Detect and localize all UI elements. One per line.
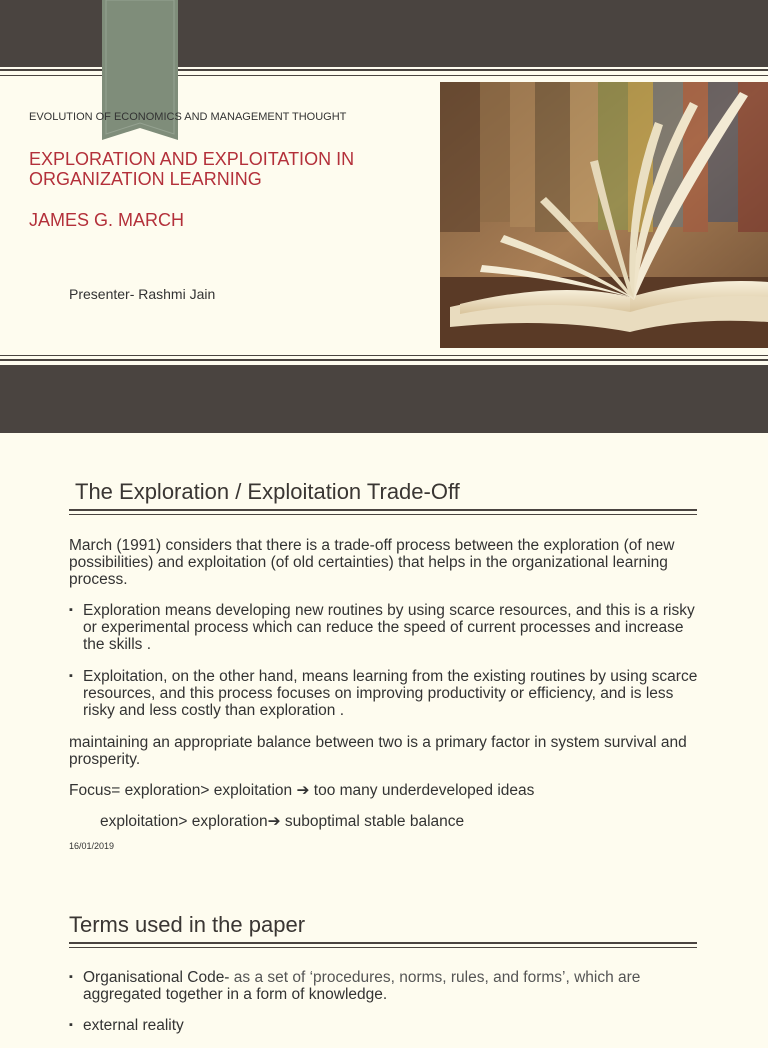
slide-body: [69, 537, 701, 844]
term-item: [69, 1017, 701, 1034]
presentation-title: EXPLORATION AND EXPLOITATION IN ORGANIZATION LEARNING: [29, 149, 355, 189]
bottom-rule-1: [0, 355, 768, 356]
title-rule: [69, 942, 697, 944]
author-name: JAMES G. MARCH: [29, 210, 185, 230]
slide-date: 16/01/2019: [69, 841, 115, 851]
terms-list: [69, 969, 701, 1034]
title-rule-thin: [69, 514, 697, 515]
intro-paragraph: March (1991) considers that there is a trade-off process between the exploration (of new possibilities) and exploitation (of old certainties) that helps in the organizational learning process.: [69, 537, 675, 588]
bottom-rule-2: [0, 359, 768, 361]
slide-title: The Exploration / Exploitation Trade-Off: [75, 479, 460, 504]
open-book-photo: [440, 82, 768, 348]
terms-slide: [0, 870, 768, 1034]
term-definition: as a set of ‘procedures, norms, rules, and forms’, which are: [229, 969, 641, 986]
presenter-name: Presenter- Rashmi Jain: [69, 286, 216, 302]
tradeoff-slide: [0, 433, 768, 870]
term-definition-continued: aggregated together in a form of knowledge.: [83, 986, 388, 1003]
bullet-list: [69, 602, 701, 719]
focus-line-1: Focus= exploration> exploitation ➔ too many underdeveloped ideas: [69, 782, 535, 799]
term-name: Organisational Code-: [83, 969, 230, 986]
term-item: [69, 969, 701, 1003]
presentation-subtitle: EVOLUTION OF ECONOMICS AND MANAGEMENT THOUGHT: [29, 111, 347, 123]
slide-body: [69, 969, 701, 1048]
title-slide: [0, 0, 768, 433]
focus-line-2: exploitation> exploration➔ suboptimal stable balance: [100, 813, 465, 830]
term-name: external reality: [83, 1017, 184, 1034]
bullet-exploitation: ▪ Exploitation, on the other hand, means learning from the existing routines by using scarce resources, and this process focuses on improving productivity or efficiency, and is less risky and less costly than exploration .: [69, 668, 701, 719]
bullet-exploration: ▪ Exploration means developing new routines by using scarce resources, and this is a risky or experimental process which can reduce the speed of current processes and increase the skills .: [69, 602, 701, 653]
title-rule: [69, 509, 697, 511]
slide-title: Terms used in the paper: [69, 912, 306, 937]
bottom-band: [0, 365, 768, 433]
title-rule-thin: [69, 947, 697, 948]
balance-paragraph: maintaining an appropriate balance between two is a primary factor in system survival and prosperity.: [69, 734, 687, 768]
